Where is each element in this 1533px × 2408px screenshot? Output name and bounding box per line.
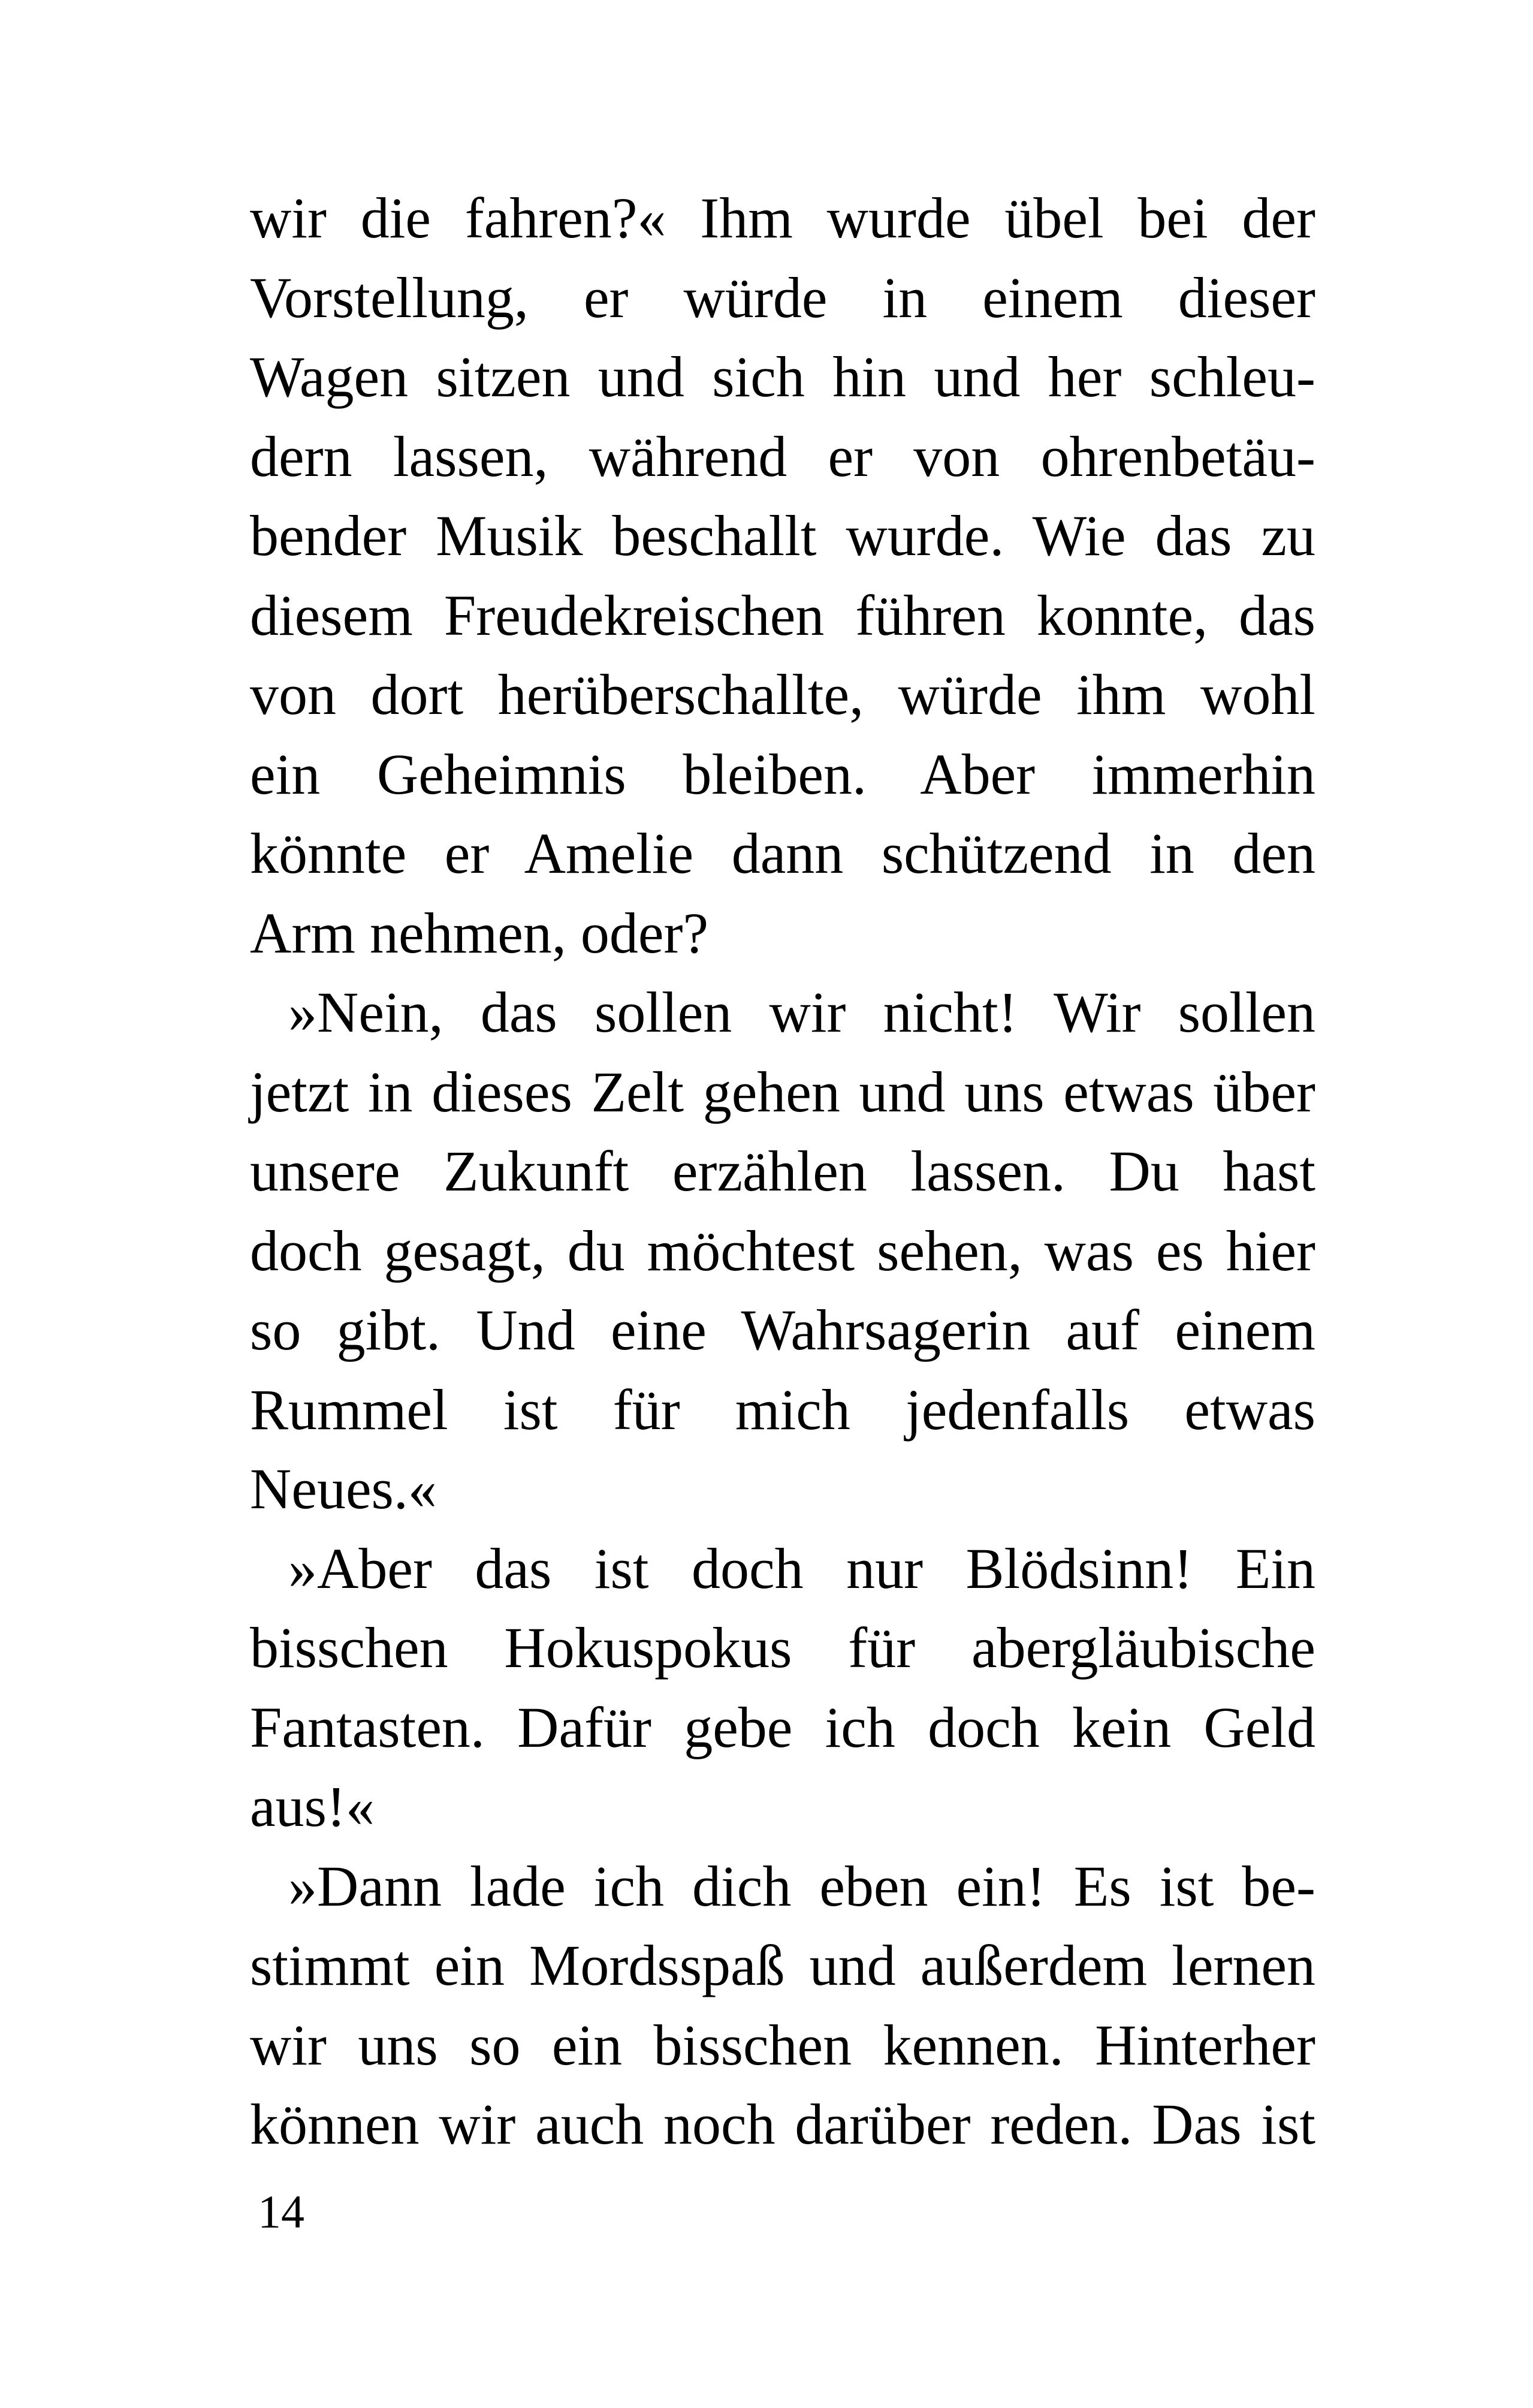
- text-line: »Aber das ist doch nur Blödsinn! Ein: [288, 1536, 1315, 1601]
- text-line: doch gesagt, du möchtest sehen, was es hier: [250, 1218, 1315, 1283]
- body-text: [250, 179, 1315, 2165]
- text-line: bender Musik beschallt wurde. Wie das zu: [250, 504, 1315, 568]
- text-line: bisschen Hokuspokus für abergläubische: [250, 1616, 1315, 1680]
- text-line: wir uns so ein bisschen kennen. Hinterher: [250, 2012, 1315, 2077]
- text-line: Wagen sitzen und sich hin und her schleu-: [250, 345, 1315, 409]
- text-line: Arm nehmen, oder?: [250, 900, 709, 965]
- text-line: Fantasten. Dafür gebe ich doch kein Geld: [250, 1695, 1315, 1759]
- text-line: Vorstellung, er würde in einem dieser: [250, 265, 1315, 330]
- page-number: 14: [258, 2186, 304, 2238]
- text-line: Rummel ist für mich jedenfalls etwas: [250, 1377, 1315, 1442]
- text-line: »Nein, das sollen wir nicht! Wir sollen: [288, 980, 1315, 1044]
- text-line: stimmt ein Mordsspaß und außerdem lernen: [250, 1933, 1315, 1997]
- text-line: aus!«: [250, 1774, 375, 1839]
- text-line: wir die fahren?« Ihm wurde übel bei der: [250, 186, 1315, 250]
- text-line: so gibt. Und eine Wahrsagerin auf einem: [250, 1298, 1315, 1362]
- text-line: »Dann lade ich dich eben ein! Es ist be-: [288, 1854, 1315, 1918]
- text-line: Neues.«: [250, 1457, 437, 1521]
- text-line: dern lassen, während er von ohrenbetäu-: [250, 424, 1315, 489]
- text-line: jetzt in dieses Zelt gehen und uns etwas über: [250, 1059, 1315, 1124]
- text-line: können wir auch noch darüber reden. Das ist: [250, 2092, 1315, 2156]
- text-line: ein Geheimnis bleiben. Aber immerhin: [250, 742, 1315, 806]
- text-line: könnte er Amelie dann schützend in den: [250, 821, 1315, 885]
- text-line: unsere Zukunft erzählen lassen. Du hast: [250, 1139, 1315, 1203]
- text-line: von dort herüberschallte, würde ihm wohl: [250, 662, 1315, 727]
- text-line: diesem Freudekreischen führen konnte, das: [250, 583, 1315, 647]
